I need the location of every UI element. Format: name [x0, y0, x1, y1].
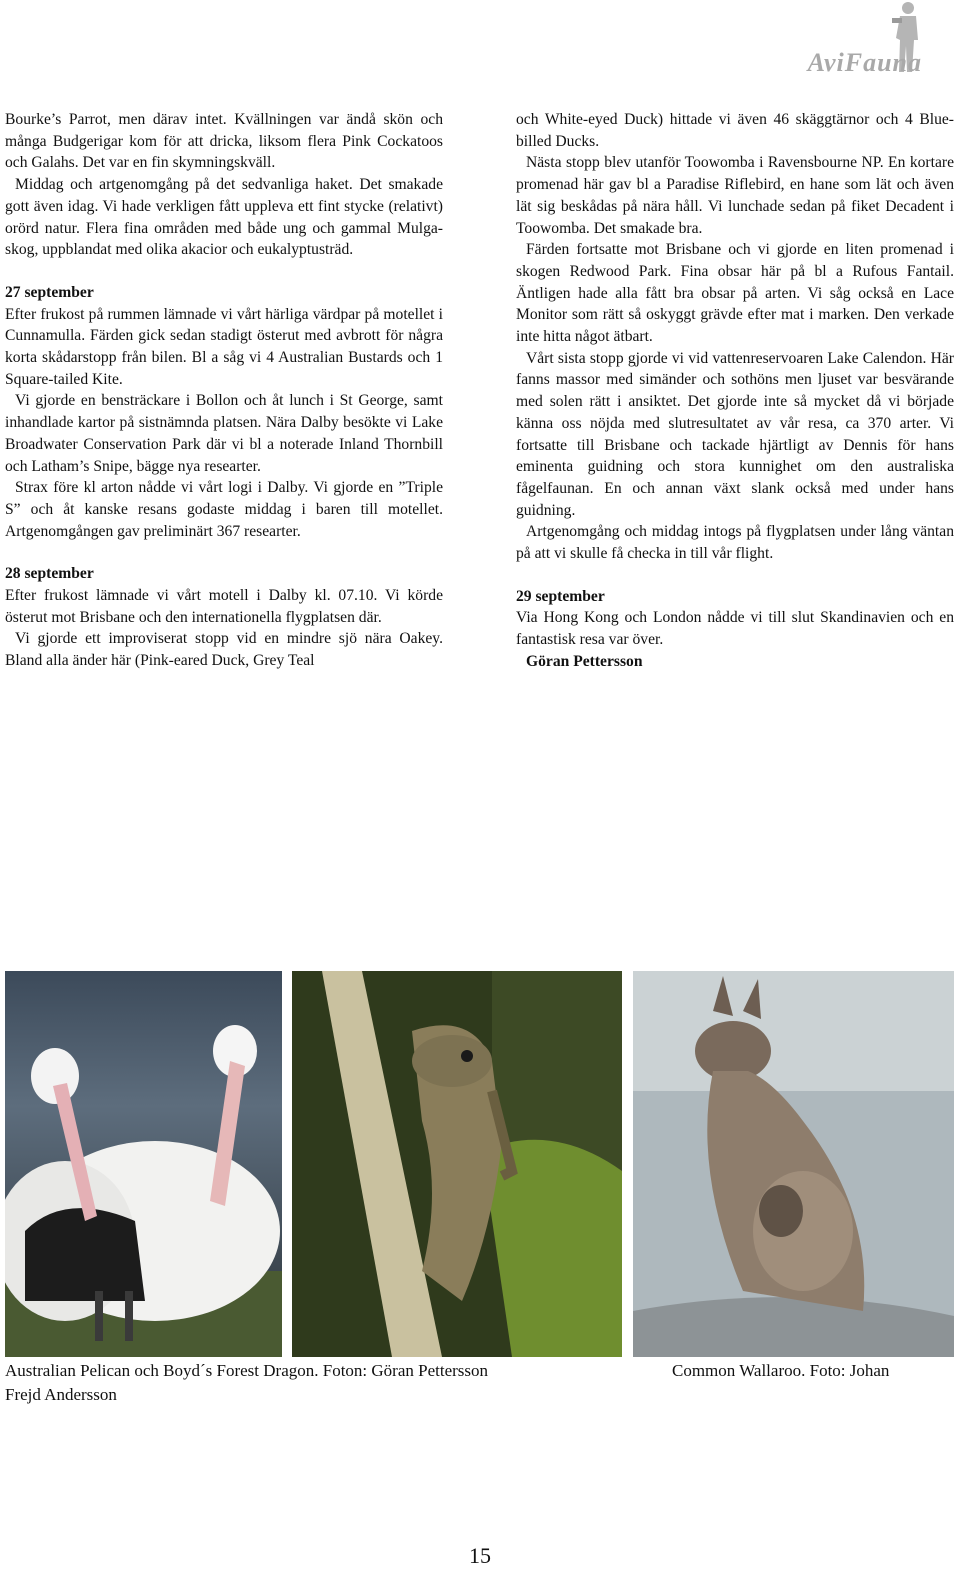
forest-dragon-photo — [292, 971, 622, 1357]
author-signature: Göran Pettersson — [526, 652, 643, 670]
right-text-column — [516, 109, 954, 673]
section-heading-29-september: 29 september — [516, 587, 605, 605]
avifauna-logo — [730, 0, 930, 80]
paragraph: Efter frukost lämnade vi vårt motell i Dalby kl. 07.10. Vi körde österut mot Brisbane och den internationella flygplatsen där. — [5, 587, 443, 626]
section-heading-28-september: 28 september — [5, 565, 94, 583]
photo-caption-pelican-dragon: Australian Pelican och Boyd´s Forest Dragon. Foton: Göran Pettersson — [5, 1361, 489, 1380]
page-number: 15 — [469, 1543, 491, 1568]
paragraph: Nästa stopp blev utanför Toowomba i Ravensbourne NP. En kortare promenad här gav bl a Paradise Riflebird, en hane som lät och även lät sig beskådas på nära håll. Vi lunchade sedan på fiket Decadent i Toowomba. Det smakade bra. — [516, 154, 954, 237]
left-text-column — [5, 109, 443, 672]
wallaroo-photo — [633, 971, 954, 1357]
paragraph: Strax före kl arton nådde vi vårt logi i Dalby. Vi gjorde en ”Triple S” och åt kanske resans godaste middag i baren till motellet. Artgenomgången gav preliminärt 367 researter. — [5, 479, 443, 540]
section-heading-27-september: 27 september — [5, 283, 94, 301]
paragraph: Färden fortsatte mot Brisbane och vi gjorde en liten promenad i skogen Redwood Park. Fina obsar här på bl a Rufous Fantail. Äntligen hade alla fått bra obsar på arten. Vi såg också en Lace Monitor som rätt så oskyggt grävde efter mat i marken. Den verkade inte hitta något ätbart. — [516, 241, 954, 346]
paragraph: Vårt sista stopp gjorde vi vid vattenreservoaren Lake Calendon. Här fanns massor med simänder och sothöns men ljuset var besvärande med solen rätt i ansiktet. Det gjorde inte så mycket då vi började känna oss nöjda med slutresultatet av vår resa, ca 370 arter. Vi fortsatte till Brisbane och tackade hjärtligt av Dennis för hans eminenta guidning och stora kunnighet om den australiska fågelfaunan. En och annan växt slank också med under hans guidning. — [516, 349, 954, 519]
paragraph: och White-eyed Duck) hittade vi även 46 skäggtärnor och 4 Blue-billed Ducks. — [516, 111, 954, 150]
paragraph: Middag och artgenomgång på det sedvanliga haket. Det smakade gott även idag. Vi hade verkligen fått uppleva ett fint stycke (relativt) orörd natur. Flera fina områden med både ung och gammal Mulga-skog, uppblandat med olika akacior och eukalyptusträd. — [5, 176, 443, 259]
paragraph: Efter frukost på rummen lämnade vi vårt härliga värdpar på motellet i Cunnamulla. Färden gick sedan stadigt österut med avbrott för några korta skådarstopp från bilen. Bl a såg vi 4 Australian Bustards och 1 Square-tailed Kite. — [5, 305, 443, 388]
paragraph: Vi gjorde en bensträckare i Bollon och åt lunch i St George, samt inhandlade kartor på sistnämnda platsen. Nära Dalby besökte vi Lake Broadwater Conservation Park där vi bl a noterade Inland Thornbill och Latham’s Snipe, bägge nya researter. — [5, 392, 443, 475]
pelican-photo — [5, 971, 282, 1357]
photo-caption-wallaroo: Common Wallaroo. Foto: Johan — [672, 1361, 890, 1380]
photo-caption-credit-line: Frejd Andersson — [5, 1385, 117, 1404]
logo-wordmark: AviFauna — [807, 48, 922, 77]
paragraph: Vi gjorde ett improviserat stopp vid en mindre sjö nära Oakey. Bland alla änder här (Pink-eared Duck, Grey Teal — [5, 630, 443, 670]
paragraph: Artgenomgång och middag intogs på flygplatsen under lång väntan på att vi skulle få checka in till vår flight. — [516, 523, 954, 563]
paragraph: Via Hong Kong och London nådde vi till slut Skandinavien och en fantastisk resa var över. — [516, 609, 954, 649]
paragraph: Bourke’s Parrot, men därav intet. Kvällningen var ändå skön och många Budgerigar kom för att dricka, liksom flera Pink Cockatoos och Galahs. Det var en fin skymningskväll. — [5, 111, 443, 172]
